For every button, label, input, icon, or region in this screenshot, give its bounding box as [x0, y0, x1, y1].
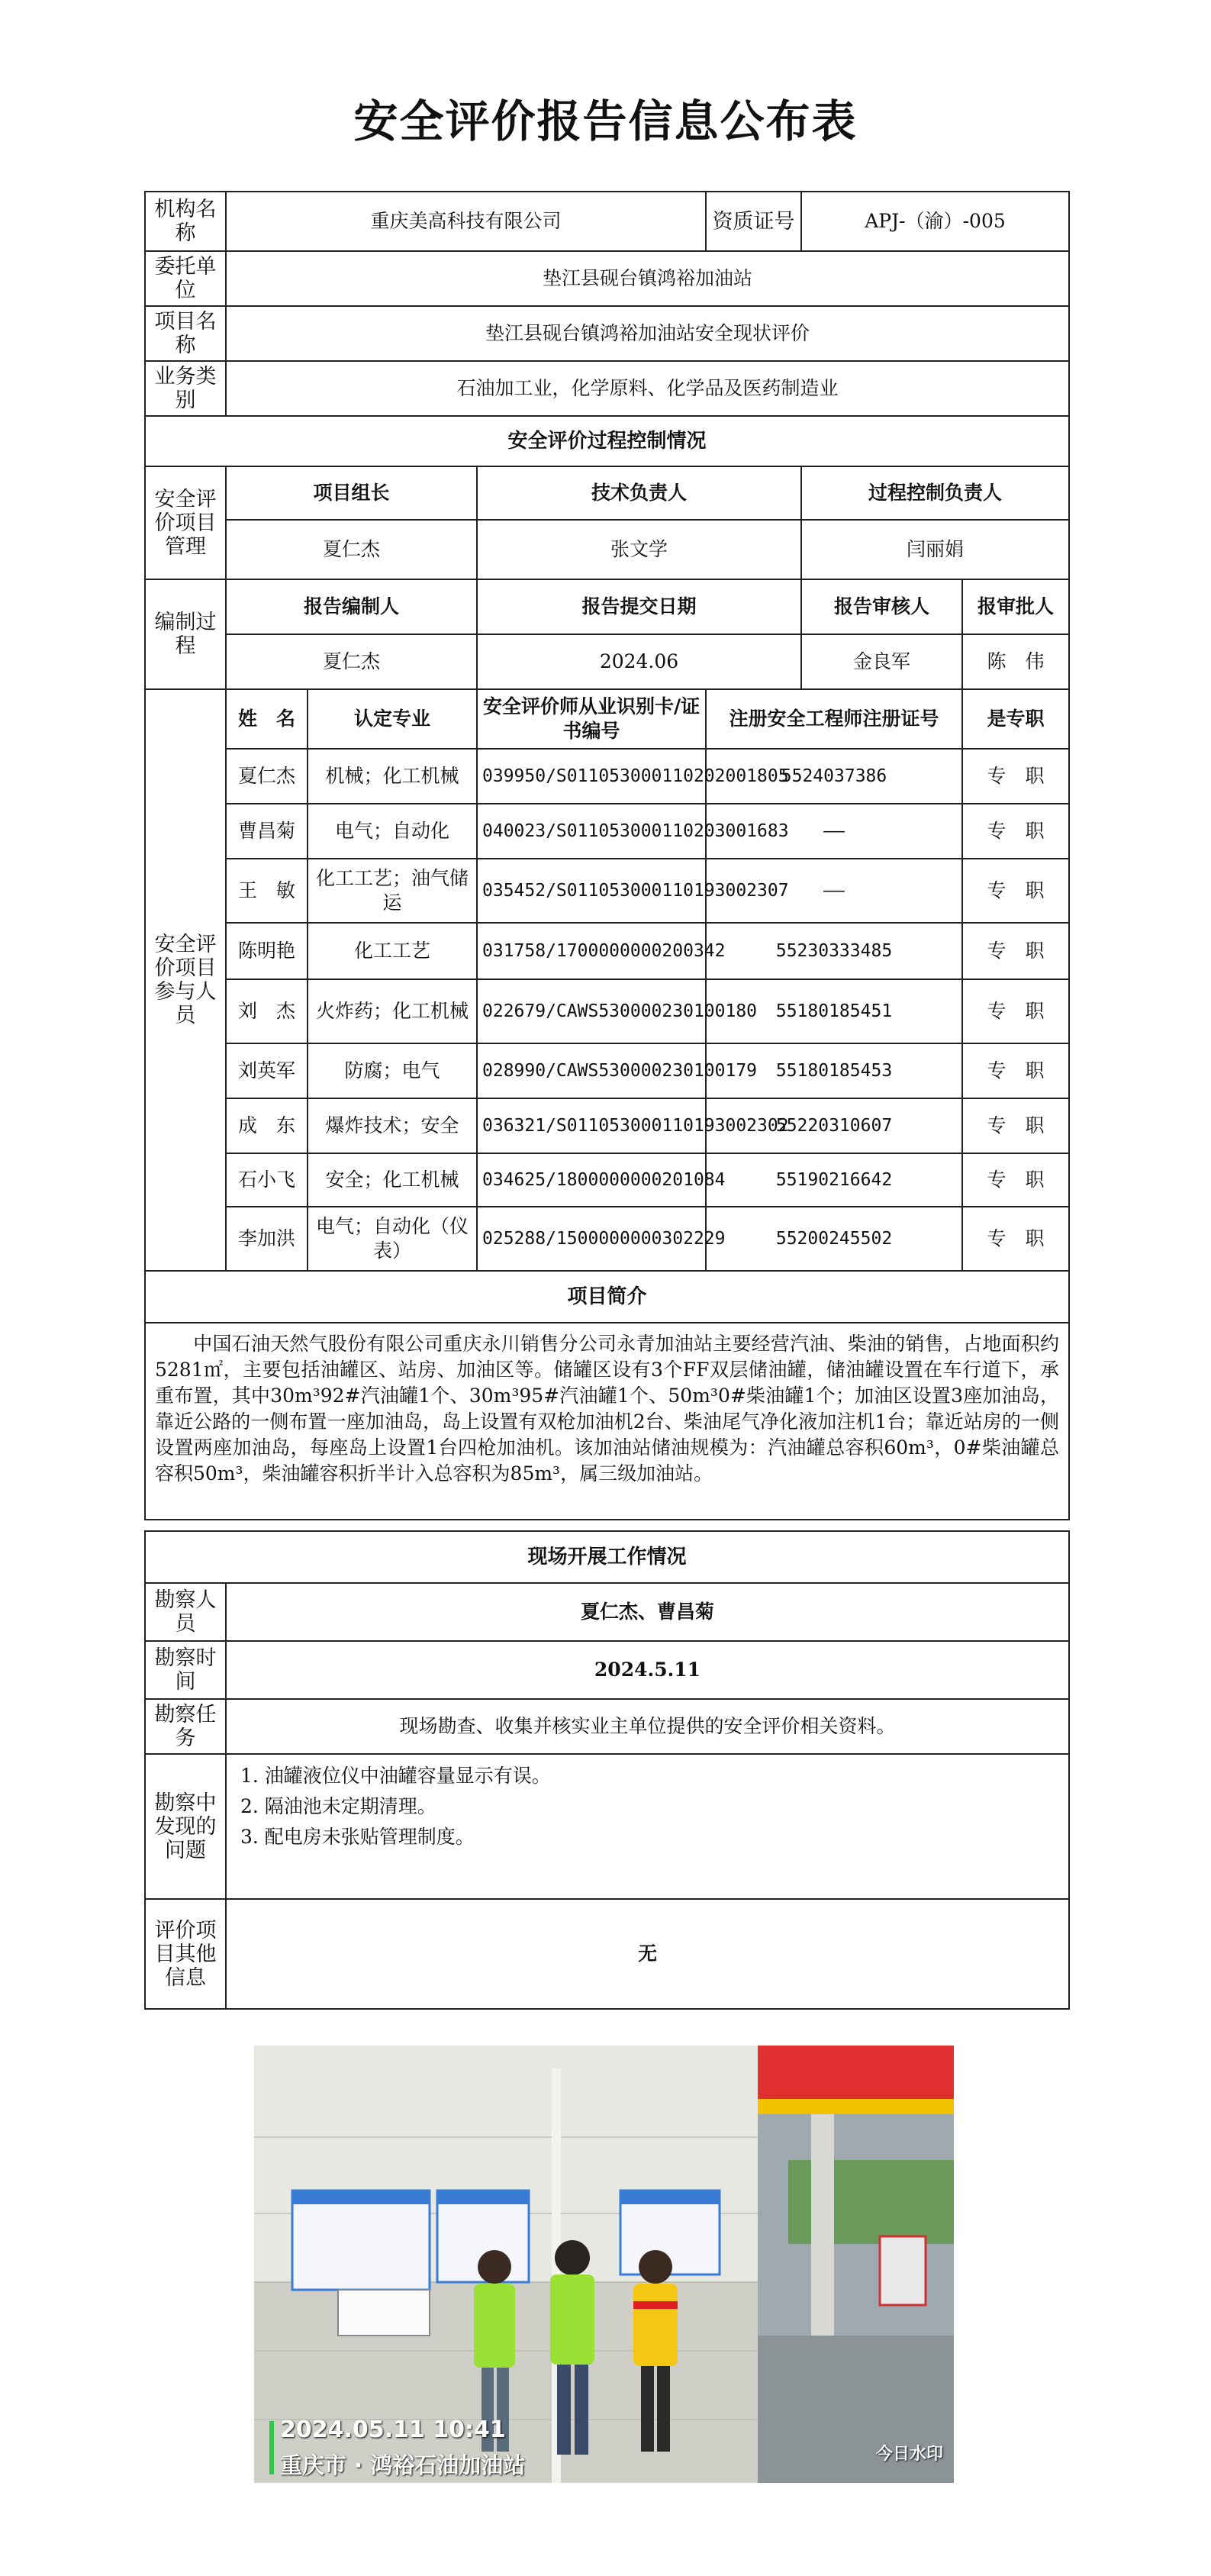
member-reg: 55230333485 — [706, 923, 962, 979]
table-row — [145, 979, 1069, 1043]
compile-author: 夏仁杰 — [226, 634, 477, 689]
mgmt-header-tech: 技术负责人 — [477, 466, 801, 520]
member-major: 防腐；电气 — [308, 1043, 477, 1098]
label-project: 项目名称 — [145, 306, 226, 361]
member-major: 电气；自动化（仪表） — [308, 1207, 477, 1271]
member-cert: 025288/1500000000302229 — [477, 1207, 706, 1271]
member-name: 成 东 — [226, 1098, 308, 1153]
page-title: 安全评价报告信息公布表 — [353, 95, 858, 147]
table-row — [145, 749, 1069, 804]
member-cert: 022679/CAWS530000230100180 — [477, 979, 706, 1043]
table-row — [145, 1043, 1069, 1098]
watermark-app-logo: 今日水印 — [875, 2445, 943, 2464]
member-reg: 55190216642 — [706, 1153, 962, 1207]
member-header-fulltime: 是专职 — [962, 689, 1069, 749]
intro-header: 项目简介 — [145, 1271, 1069, 1323]
compile-date: 2024.06 — [477, 634, 801, 689]
member-major: 化工工艺；油气储运 — [308, 859, 477, 923]
mgmt-header-leader: 项目组长 — [226, 466, 477, 520]
member-fulltime: 专 职 — [962, 1153, 1069, 1207]
member-cert: 028990/CAWS530000230100179 — [477, 1043, 706, 1098]
list-item: 3. 配电房未张贴管理制度。 — [240, 1826, 475, 1848]
field-people: 夏仁杰、曹昌菊 — [226, 1583, 1069, 1641]
member-reg: —— — [706, 804, 962, 859]
label-field-task: 勘察任务 — [145, 1699, 226, 1754]
mgmt-leader: 夏仁杰 — [226, 520, 477, 579]
table-row — [145, 804, 1069, 859]
biz-type: 石油加工业，化学原料、化学品及医药制造业 — [226, 361, 1069, 416]
member-name: 石小飞 — [226, 1153, 308, 1207]
member-header-cert: 安全评价师从业识别卡/证书编号 — [477, 689, 706, 749]
member-fulltime: 专 职 — [962, 1098, 1069, 1153]
watermark-bar — [269, 2421, 274, 2474]
member-reg: —— — [706, 859, 962, 923]
field-other: 无 — [226, 1899, 1069, 2009]
member-reg: 5524037386 — [706, 749, 962, 804]
compile-reviewer: 金良军 — [801, 634, 962, 689]
table-row — [145, 923, 1069, 979]
photo-location: 重庆市 · 鸿裕石油加油站 — [280, 2452, 526, 2478]
label-org: 机构名称 — [145, 192, 226, 251]
member-fulltime: 专 职 — [962, 804, 1069, 859]
member-fulltime: 专 职 — [962, 749, 1069, 804]
field-header: 现场开展工作情况 — [145, 1531, 1069, 1583]
label-biz: 业务类别 — [145, 361, 226, 416]
field-work-table — [144, 1530, 1070, 2010]
label-field-other: 评价项目其他信息 — [145, 1899, 226, 2009]
member-name: 王 敏 — [226, 859, 308, 923]
member-cert: 036321/S011053000110193002302 — [477, 1098, 706, 1153]
table-row — [145, 859, 1069, 923]
member-major: 电气；自动化 — [308, 804, 477, 859]
table-row — [145, 1153, 1069, 1207]
label-field-issues: 勘察中发现的问题 — [145, 1754, 226, 1899]
process-header: 安全评价过程控制情况 — [145, 416, 1069, 466]
member-fulltime: 专 职 — [962, 859, 1069, 923]
field-date: 2024.5.11 — [226, 1641, 1069, 1699]
org-name: 重庆美高科技有限公司 — [226, 192, 706, 251]
compile-header-reviewer: 报告审核人 — [801, 579, 962, 634]
info-table — [144, 191, 1070, 1520]
member-major: 火炸药；化工机械 — [308, 979, 477, 1043]
label-client: 委托单位 — [145, 251, 226, 306]
project-intro — [145, 1323, 1069, 1520]
member-major: 安全；化工机械 — [308, 1153, 477, 1207]
table-row — [145, 1098, 1069, 1153]
member-header-major: 认定专业 — [308, 689, 477, 749]
member-name: 陈明艳 — [226, 923, 308, 979]
compile-header-date: 报告提交日期 — [477, 579, 801, 634]
member-name: 刘 杰 — [226, 979, 308, 1043]
member-cert: 031758/1700000000200342 — [477, 923, 706, 979]
member-major: 化工工艺 — [308, 923, 477, 979]
label-field-date: 勘察时间 — [145, 1641, 226, 1699]
member-reg: 55220310607 — [706, 1098, 962, 1153]
member-major: 机械；化工机械 — [308, 749, 477, 804]
field-task: 现场勘查、收集并核实业主单位提供的安全评价相关资料。 — [226, 1699, 1069, 1754]
label-qual: 资质证号 — [706, 192, 801, 251]
field-issues — [226, 1754, 1069, 1899]
label-field-people: 勘察人员 — [145, 1583, 226, 1641]
label-members: 安全评价项目参与人员 — [145, 689, 226, 1271]
member-cert: 040023/S011053000110203001683 — [477, 804, 706, 859]
project-intro-text: 中国石油天然气股份有限公司重庆永川销售分公司永青加油站主要经营汽油、柴油的销售，占地面积约5281㎡，主要包括油罐区、站房、加油区等。储罐区设有3个FF双层储油罐，储油罐设置在车行道下，承重布置，其中30m³92#汽油罐1个、30m³95#汽油罐1个、50m³0#柴油罐1个；加油区设置3座加油岛，靠近公路的一侧布置一座加油岛，岛上设置有双枪加油机2台、柴油尾气净化液加注机1台；靠近站房的一侧设置两座加油岛，每座岛上设置1台四枪加油机。该加油站储油规模为：汽油罐总容积60m³，0#柴油罐总容积50m³，柴油罐容积折半计入总容积为85m³，属三级加油站。 — [155, 1333, 1060, 1485]
label-compile: 编制过程 — [145, 579, 226, 689]
member-reg: 55200245502 — [706, 1207, 962, 1271]
member-name: 李加洪 — [226, 1207, 308, 1271]
qual-no: APJ-（渝）-005 — [801, 192, 1069, 251]
member-reg: 55180185451 — [706, 979, 962, 1043]
member-name: 曹昌菊 — [226, 804, 308, 859]
member-fulltime: 专 职 — [962, 1207, 1069, 1271]
project-name: 垫江县砚台镇鸿裕加油站安全现状评价 — [226, 306, 1069, 361]
member-header-name: 姓 名 — [226, 689, 308, 749]
member-fulltime: 专 职 — [962, 1043, 1069, 1098]
site-photo — [254, 2046, 954, 2483]
list-item: 2. 隔油池未定期清理。 — [240, 1795, 436, 1817]
table-row — [145, 1207, 1069, 1271]
client-name: 垫江县砚台镇鸿裕加油站 — [226, 251, 1069, 306]
mgmt-control: 闫丽娟 — [801, 520, 1069, 579]
member-reg: 55180185453 — [706, 1043, 962, 1098]
member-major: 爆炸技术；安全 — [308, 1098, 477, 1153]
member-name: 刘英军 — [226, 1043, 308, 1098]
member-fulltime: 专 职 — [962, 923, 1069, 979]
member-name: 夏仁杰 — [226, 749, 308, 804]
member-fulltime: 专 职 — [962, 979, 1069, 1043]
list-item: 1. 油罐液位仪中油罐容量显示有误。 — [240, 1765, 551, 1787]
member-cert: 034625/1800000000201084 — [477, 1153, 706, 1207]
compile-header-approver: 报审批人 — [962, 579, 1069, 634]
mgmt-header-control: 过程控制负责人 — [801, 466, 1069, 520]
member-header-reg: 注册安全工程师注册证号 — [706, 689, 962, 749]
mgmt-tech: 张文学 — [477, 520, 801, 579]
label-mgmt: 安全评价项目管理 — [145, 466, 226, 579]
photo-timestamp: 2024.05.11 10:41 — [280, 2416, 506, 2443]
compile-header-author: 报告编制人 — [226, 579, 477, 634]
compile-approver: 陈 伟 — [962, 634, 1069, 689]
member-cert: 039950/S011053000110202001805 — [477, 749, 706, 804]
member-cert: 035452/S011053000110193002307 — [477, 859, 706, 923]
